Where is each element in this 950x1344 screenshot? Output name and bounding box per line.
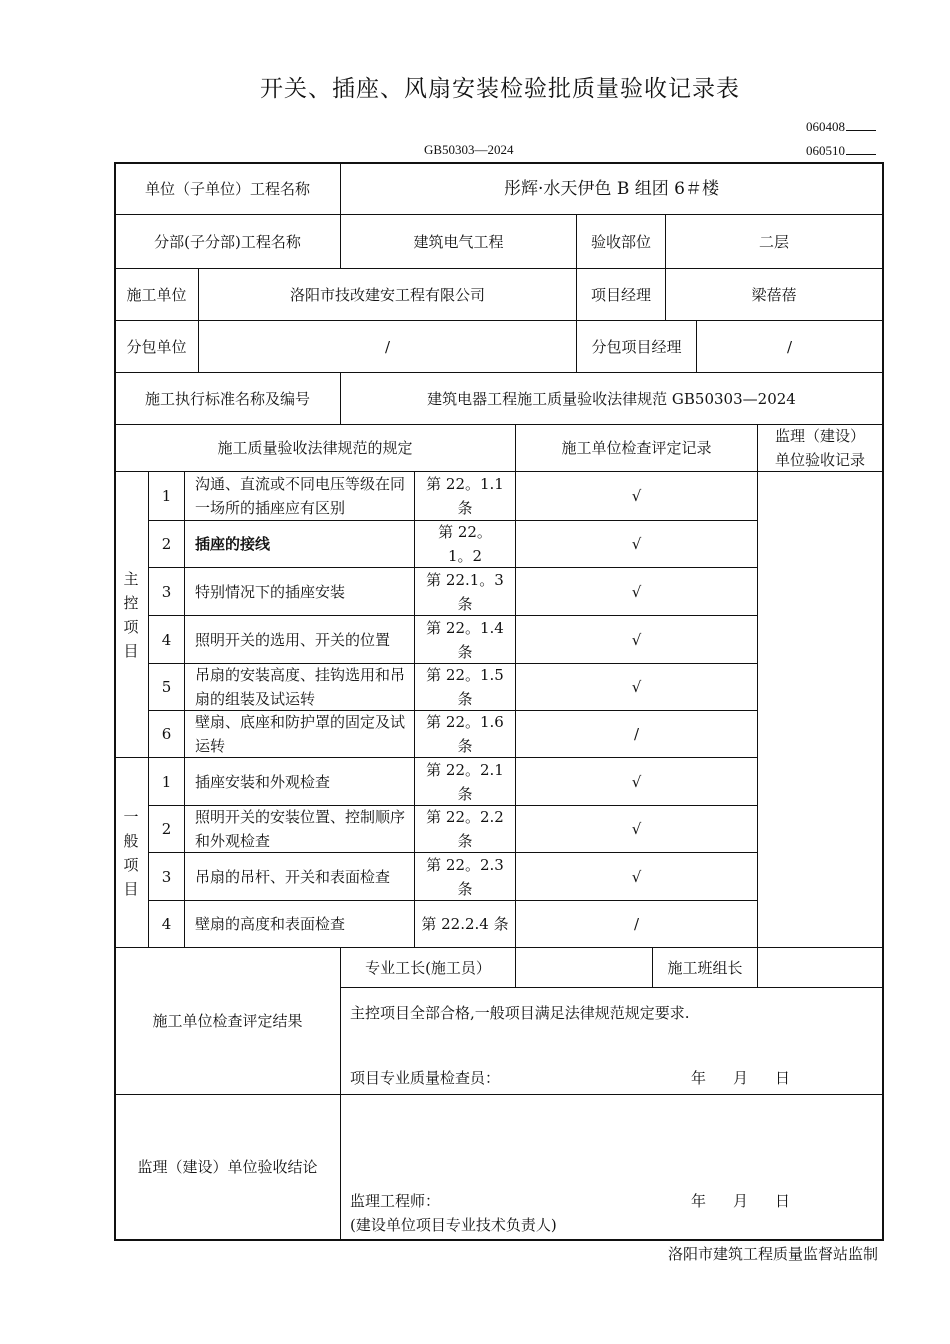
item-result: / bbox=[633, 725, 640, 743]
quality-inspector-label: 项目专业质量检查员： bbox=[350, 1069, 501, 1087]
foreman-signature-field[interactable] bbox=[516, 948, 652, 987]
project-name-value: 彤辉·水天伊色 B 组团 6＃楼 bbox=[504, 178, 719, 199]
form-code-2: 060510 bbox=[806, 142, 876, 159]
item-clause: 第 22。1.6 条 bbox=[426, 713, 504, 755]
standard-code: GB50303—2024 bbox=[424, 142, 514, 157]
item-number: 2 bbox=[161, 820, 172, 838]
item-number: 3 bbox=[161, 582, 172, 601]
item-description: 吊扇的安装高度、挂钩选用和吊扇的组装及试运转 bbox=[195, 666, 406, 708]
item-result: √ bbox=[631, 582, 642, 601]
item-clause: 第 22。2.1 条 bbox=[426, 760, 504, 803]
item-description: 吊扇的吊杆、开关和表面检查 bbox=[195, 867, 391, 886]
item-clause: 第 22。1.5 条 bbox=[426, 666, 504, 708]
item-description: 照明开关的选用、开关的位置 bbox=[195, 630, 391, 649]
item-result: √ bbox=[631, 535, 642, 553]
item-description: 照明开关的安装位置、控制顺序和外观检查 bbox=[195, 808, 406, 850]
owner-tech-lead-label: (建设单位项目专业技术负责人) bbox=[350, 1216, 557, 1234]
item-description: 壁扇的高度和表面检查 bbox=[195, 915, 346, 933]
item-number: 4 bbox=[161, 630, 172, 649]
spec-column-header: 施工质量验收法律规范的规定 bbox=[217, 439, 413, 457]
item-result: √ bbox=[631, 630, 642, 649]
item-number: 1 bbox=[161, 487, 172, 505]
item-description: 特别情况下的插座安装 bbox=[195, 582, 346, 601]
item-description: 壁扇、底座和防护罩的固定及试运转 bbox=[195, 713, 406, 755]
supervisor-column-header: 监理（建设） 单位验收记录 bbox=[774, 427, 865, 469]
form-code-1: 060408 bbox=[806, 118, 876, 135]
item-result: √ bbox=[631, 820, 642, 838]
constructor-result-label: 施工单位检查评定结果 bbox=[152, 1012, 303, 1030]
supervising-engineer-label: 监理工程师： bbox=[350, 1192, 441, 1210]
subcontractor-label: 分包单位 bbox=[126, 337, 187, 356]
team-leader-label: 施工班组长 bbox=[667, 958, 743, 977]
item-clause: 第 22。1.4 条 bbox=[426, 618, 504, 661]
item-clause: 第 22。1.1 条 bbox=[426, 475, 504, 517]
project-manager-label: 项目经理 bbox=[590, 285, 651, 304]
item-number: 3 bbox=[161, 867, 172, 886]
item-number: 6 bbox=[161, 725, 172, 743]
item-description: 插座安装和外观检查 bbox=[195, 772, 331, 791]
item-description: 沟通、直流或不同电压等级在同一场所的插座应有区别 bbox=[195, 475, 406, 517]
engineer-year: 年 bbox=[691, 1192, 707, 1210]
inspector-year: 年 bbox=[691, 1069, 707, 1087]
form-title: 开关、插座、风扇安装检验批质量验收记录表 bbox=[260, 76, 740, 102]
constructor-label: 施工单位 bbox=[126, 285, 187, 304]
item-clause: 第 22。2.3 条 bbox=[426, 855, 504, 898]
item-number: 1 bbox=[161, 772, 172, 791]
issuer-footer: 洛阳市建筑工程质量监督站监制 bbox=[667, 1245, 878, 1263]
item-description: 插座的接线 bbox=[195, 535, 271, 553]
item-result: √ bbox=[631, 487, 642, 505]
item-clause: 第 22.1。3 条 bbox=[426, 570, 504, 613]
standard-label: 施工执行标准名称及编号 bbox=[144, 389, 310, 408]
sub-project-manager-label: 分包项目经理 bbox=[591, 337, 682, 356]
standard-value: 建筑电器工程施工质量验收法律规范 GB50303—2024 bbox=[427, 389, 796, 408]
item-result: √ bbox=[631, 772, 642, 791]
sub-project-manager-value: / bbox=[786, 337, 793, 356]
item-clause: 第 22.2.4 条 bbox=[421, 915, 509, 933]
item-clause: 第 22。2.2 条 bbox=[426, 808, 504, 850]
inspector-month: 月 bbox=[733, 1069, 749, 1087]
item-number: 2 bbox=[161, 535, 172, 553]
engineer-month: 月 bbox=[733, 1192, 749, 1210]
item-clause: 第 22。1。2 bbox=[438, 523, 492, 565]
subcontractor-value: / bbox=[384, 337, 391, 356]
project-name-label: 单位（子单位）工程名称 bbox=[144, 179, 310, 198]
project-manager-value: 梁蓓蓓 bbox=[751, 285, 797, 304]
item-number: 4 bbox=[161, 915, 172, 933]
constructor-result-text: 主控项目全部合格,一般项目满足法律规范规定要求. bbox=[350, 1004, 690, 1022]
acceptance-part-value: 二层 bbox=[758, 232, 789, 251]
item-result: √ bbox=[631, 867, 642, 886]
team-leader-signature-field[interactable] bbox=[758, 948, 882, 987]
engineer-day: 日 bbox=[775, 1192, 791, 1210]
subdivision-label: 分部(子分部)工程名称 bbox=[154, 232, 301, 251]
inspector-day: 日 bbox=[775, 1069, 791, 1087]
item-result: √ bbox=[631, 678, 642, 696]
item-result: / bbox=[633, 915, 640, 933]
item-number: 5 bbox=[161, 678, 172, 696]
record-column-header: 施工单位检查评定记录 bbox=[561, 439, 712, 457]
acceptance-part-label: 验收部位 bbox=[590, 232, 651, 251]
supervisor-conclusion-label: 监理（建设）单位验收结论 bbox=[137, 1158, 318, 1176]
foreman-label: 专业工长(施工员） bbox=[365, 958, 491, 977]
constructor-value: 洛阳市技改建安工程有限公司 bbox=[289, 285, 485, 304]
subdivision-value: 建筑电气工程 bbox=[413, 232, 504, 251]
